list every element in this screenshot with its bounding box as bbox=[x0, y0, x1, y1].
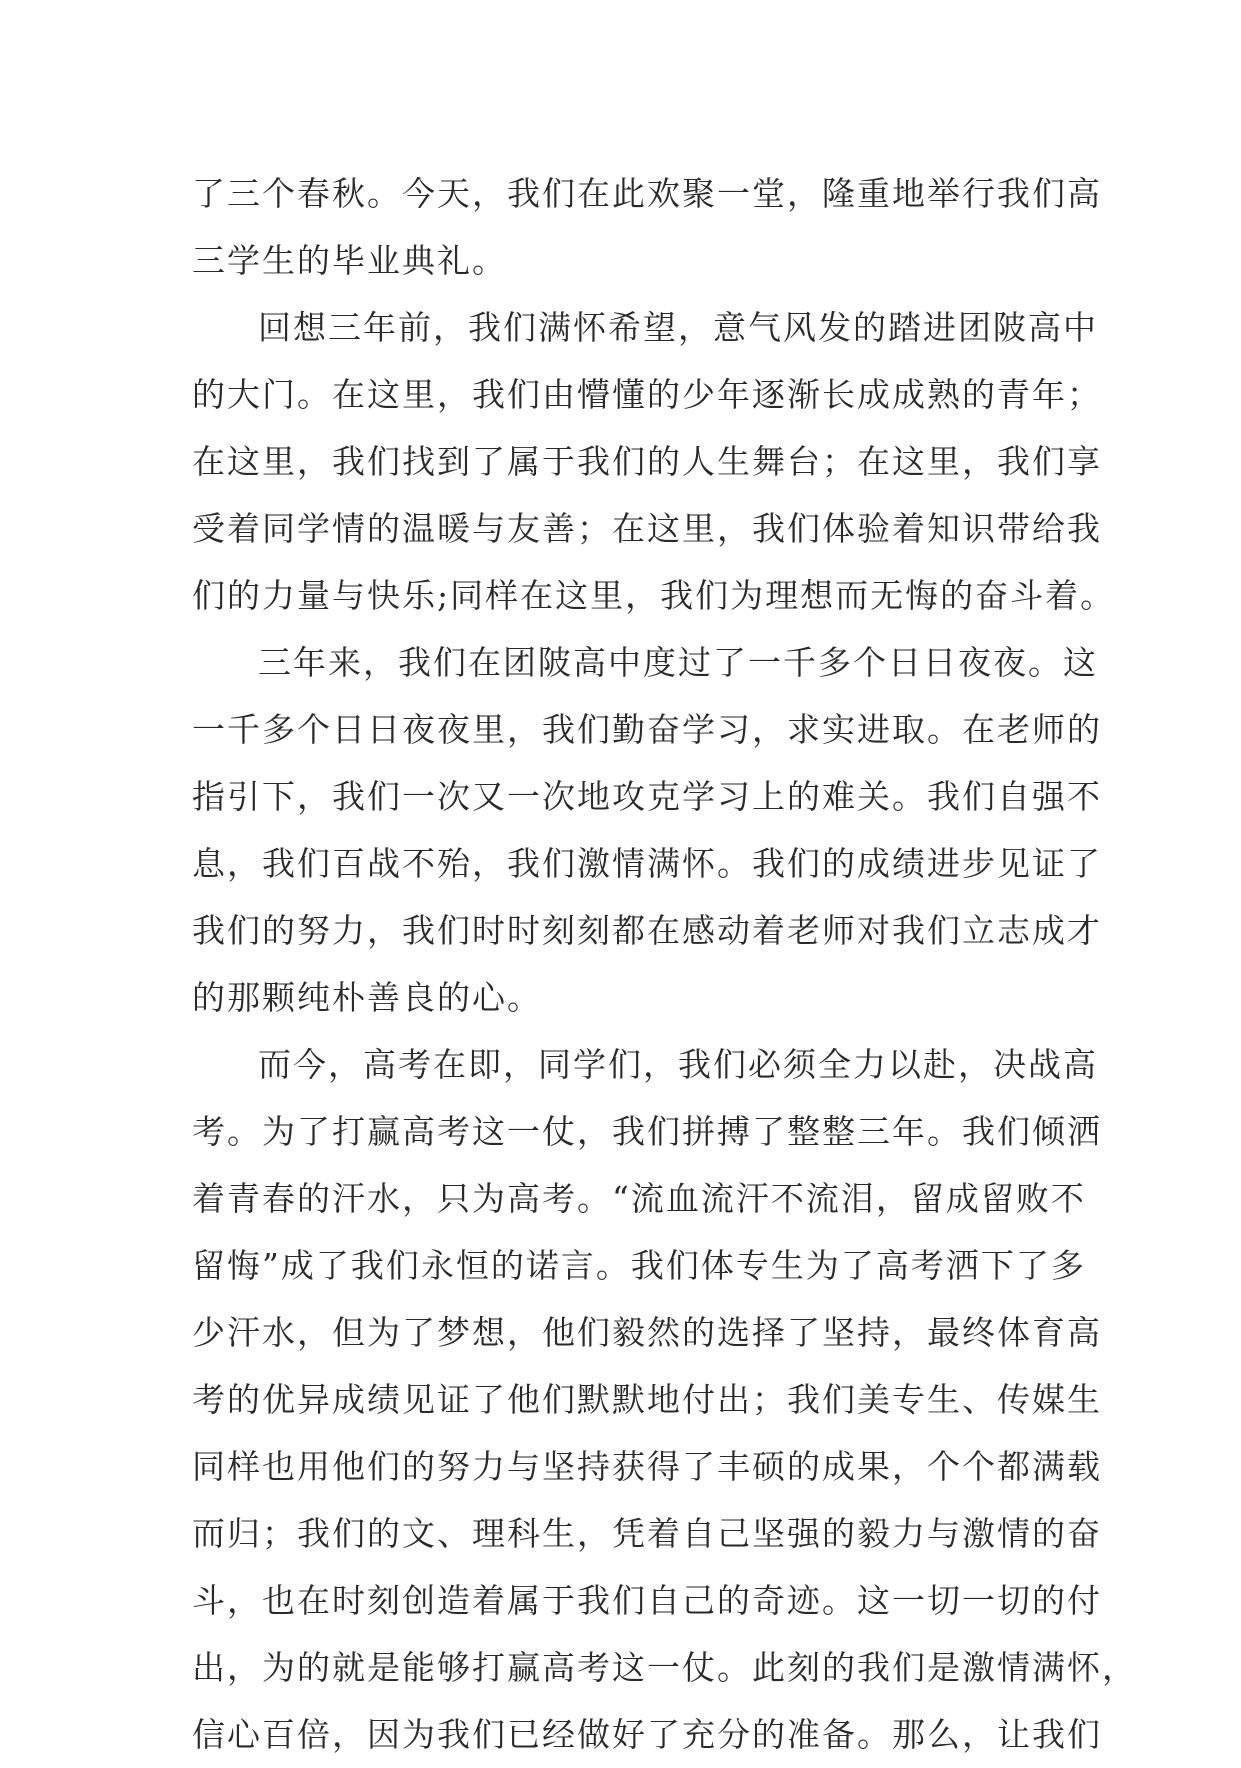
text-line: 同样也用他们的努力与坚持获得了丰硕的成果，个个都满载 bbox=[192, 1447, 1102, 1486]
text-line: 的大门。在这里，我们由懵懂的少年逐渐长成成熟的青年； bbox=[192, 375, 1102, 414]
text-line: 的那颗纯朴善良的心。 bbox=[192, 978, 542, 1017]
text-line: 息，我们百战不殆，我们激情满怀。我们的成绩进步见证了 bbox=[192, 844, 1102, 883]
text-line: 考。为了打赢高考这一仗，我们拼搏了整整三年。我们倾洒 bbox=[192, 1112, 1102, 1151]
paragraph-first-line: 三年来，我们在团陂高中度过了一千多个日日夜夜。这 bbox=[258, 643, 1098, 682]
text-line: 三学生的毕业典礼。 bbox=[192, 241, 507, 280]
text-line: 而归；我们的文、理科生，凭着自己坚强的毅力与激情的奋 bbox=[192, 1514, 1102, 1553]
text-line: 少汗水，但为了梦想，他们毅然的选择了坚持，最终体育高 bbox=[192, 1313, 1102, 1352]
text-line: 受着同学情的温暖与友善；在这里，我们体验着知识带给我 bbox=[192, 509, 1102, 548]
text-line: 着青春的汗水，只为高考。“流血流汗不流泪，留成留败不 bbox=[192, 1179, 1086, 1218]
text-line: 出，为的就是能够打赢高考这一仗。此刻的我们是激情满怀， bbox=[192, 1648, 1137, 1687]
document-body bbox=[192, 160, 1137, 1768]
text-line: 一千多个日日夜夜里，我们勤奋学习，求实进取。在老师的 bbox=[192, 710, 1102, 749]
text-line: 在这里，我们找到了属于我们的人生舞台；在这里，我们享 bbox=[192, 442, 1102, 481]
text-line: 考的优异成绩见证了他们默默地付出；我们美专生、传媒生 bbox=[192, 1380, 1102, 1419]
text-line: 斗，也在时刻创造着属于我们自己的奇迹。这一切一切的付 bbox=[192, 1581, 1102, 1620]
text-line: 们的力量与快乐;同样在这里，我们为理想而无悔的奋斗着。 bbox=[192, 576, 1116, 615]
text-line: 信心百倍，因为我们已经做好了充分的准备。那么，让我们 bbox=[192, 1715, 1102, 1754]
text-line: 指引下，我们一次又一次地攻克学习上的难关。我们自强不 bbox=[192, 777, 1102, 816]
paragraph-first-line: 回想三年前，我们满怀希望，意气风发的踏进团陂高中 bbox=[258, 308, 1098, 347]
paragraph-first-line: 而今，高考在即，同学们，我们必须全力以赴，决战高 bbox=[258, 1045, 1098, 1084]
text-line: 了三个春秋。今天，我们在此欢聚一堂，隆重地举行我们高 bbox=[192, 174, 1102, 213]
text-line: 留悔”成了我们永恒的诺言。我们体专生为了高考洒下了多 bbox=[192, 1246, 1086, 1285]
text-line: 我们的努力，我们时时刻刻都在感动着老师对我们立志成才 bbox=[192, 911, 1102, 950]
